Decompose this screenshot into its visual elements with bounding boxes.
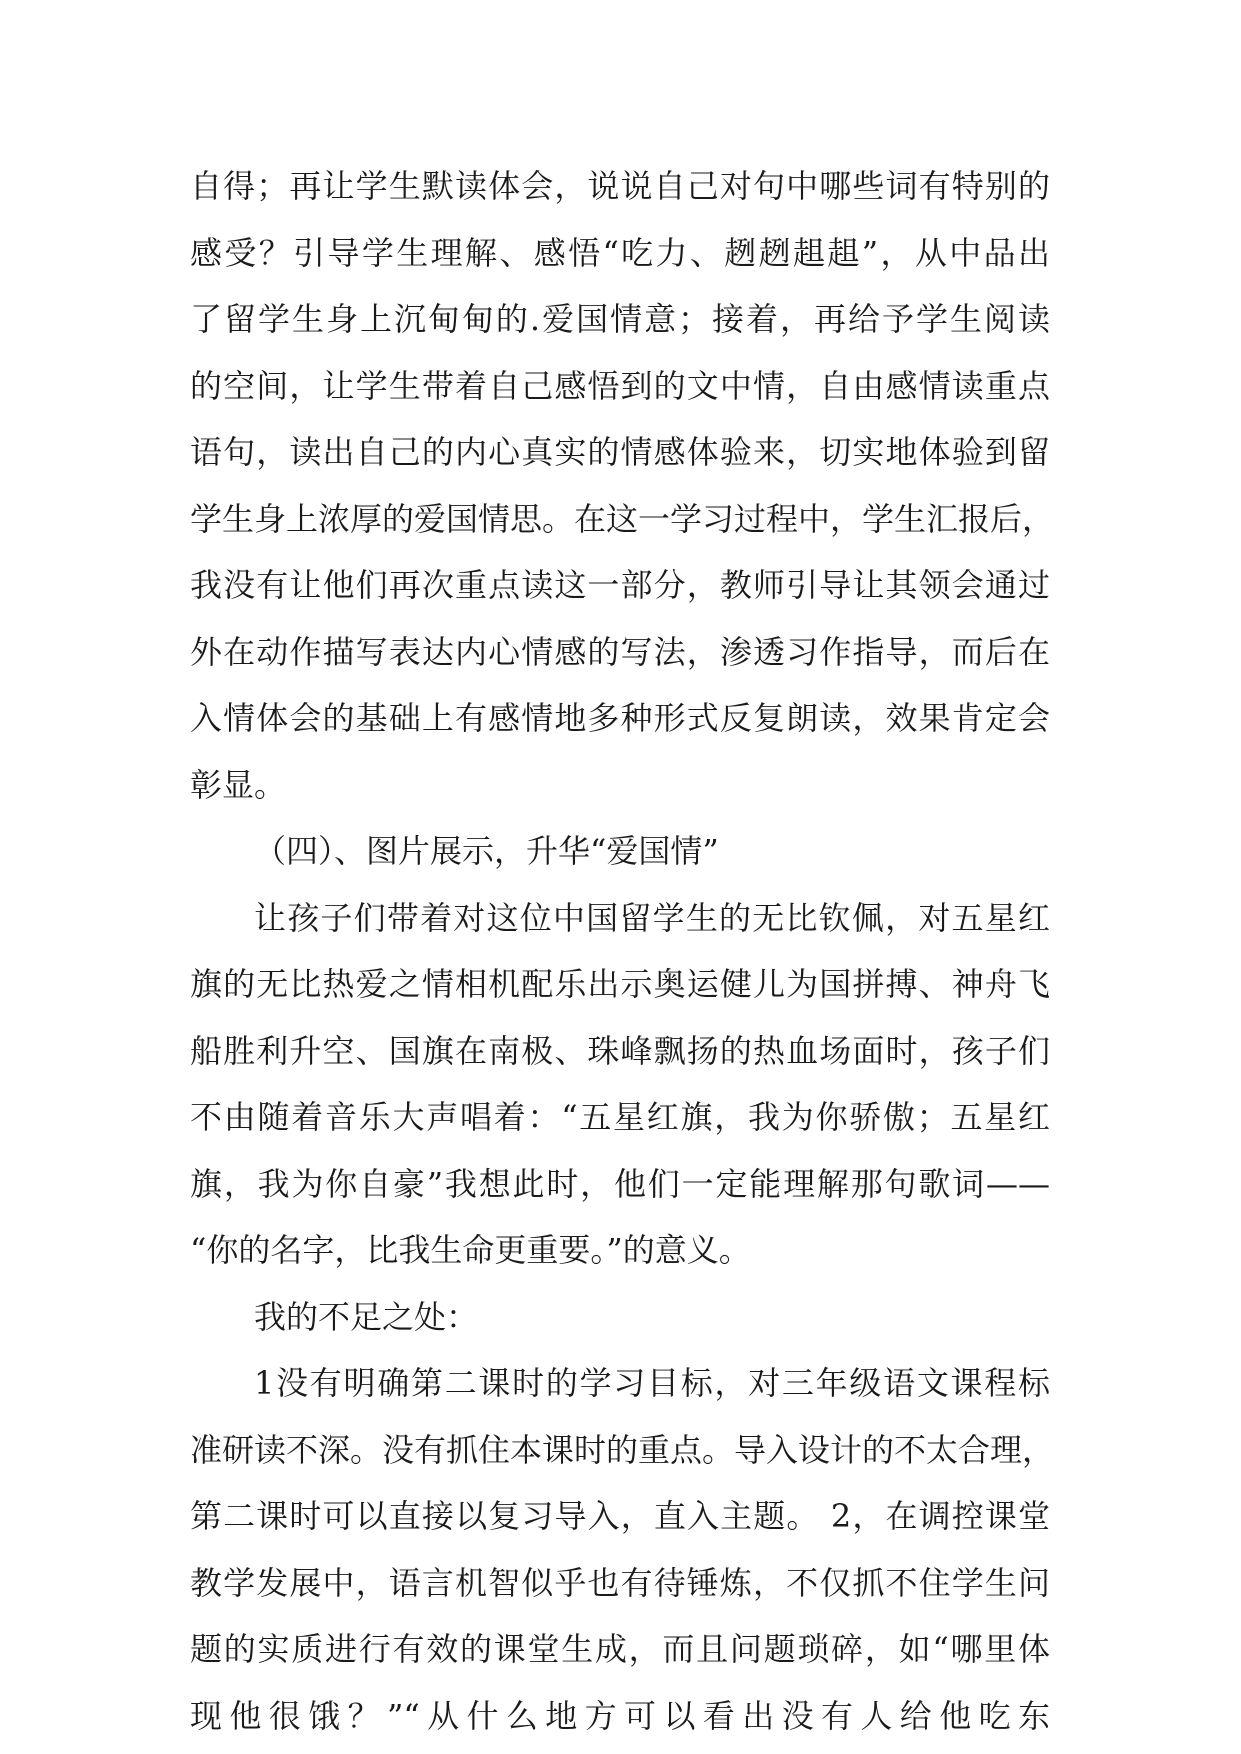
text-line: 彰显。 bbox=[190, 765, 287, 804]
text-line: 外在动作描写表达内心情感的写法，渗透习作指导，而后在 bbox=[190, 632, 1050, 671]
text-line: 语句，读出自己的内心真实的情感体验来，切实地体验到留 bbox=[190, 433, 1050, 471]
text-line: （四）、图片展示，升华“爱国情” bbox=[254, 832, 719, 870]
text-line: 教学发展中，语言机智似乎也有待锤炼，不仅抓不住学生问 bbox=[190, 1563, 1050, 1602]
text-line: 旗，我为你自豪”我想此时，他们一定能理解那句歌词—— bbox=[190, 1164, 1050, 1203]
text-line: 旗的无比热爱之情相机配乐出示奥运健儿为国拼搏、神舟飞 bbox=[190, 965, 1050, 1003]
text-line: 入情体会的基础上有感情地多种形式反复朗读，效果肯定会 bbox=[190, 699, 1050, 737]
text-line: 现他很饿？”“从什么地方可以看出没有人给他吃东 bbox=[190, 1696, 1050, 1735]
text-line: 让孩子们带着对这位中国留学生的无比钦佩，对五星红 bbox=[254, 898, 1050, 937]
text-line: 准研读不深。没有抓住本课时的重点。导入设计的不太合理， bbox=[190, 1430, 1055, 1469]
document-body bbox=[190, 153, 1055, 1749]
text-line: 我的不足之处： bbox=[254, 1297, 479, 1336]
text-line: 不由随着音乐大声唱着：“五星红旗，我为你骄傲；五星红 bbox=[190, 1098, 1050, 1136]
text-line: 第二课时可以直接以复习导入，直入主题。 2，在调控课堂 bbox=[190, 1497, 1050, 1535]
text-line: 1没有明确第二课时的学习目标，对三年级语文课程标 bbox=[254, 1364, 1050, 1402]
text-line: 船胜利升空、国旗在南极、珠峰飘扬的热血场面时，孩子们 bbox=[190, 1031, 1050, 1070]
text-line: 我没有让他们再次重点读这一部分，教师引导让其领会通过 bbox=[190, 566, 1050, 604]
text-line: 了留学生身上沉甸甸的.爱国情意；接着，再给予学生阅读 bbox=[190, 300, 1050, 338]
text-line: 的空间，让学生带着自己感悟到的文中情，自由感情读重点 bbox=[190, 366, 1050, 405]
text-line: 题的实质进行有效的课堂生成，而且问题琐碎，如“哪里体 bbox=[190, 1630, 1050, 1668]
text-line: 学生身上浓厚的爱国情思。在这一学习过程中，学生汇报后， bbox=[190, 499, 1055, 538]
text-line: “你的名字，比我生命更重要。”的意义。 bbox=[190, 1231, 751, 1269]
text-line: 自得；再让学生默读体会，说说自己对句中哪些词有特别的 bbox=[190, 167, 1050, 205]
text-line: 感受？引导学生理解、感悟“吃力、趔趔趄趄”，从中品出 bbox=[190, 233, 1050, 272]
